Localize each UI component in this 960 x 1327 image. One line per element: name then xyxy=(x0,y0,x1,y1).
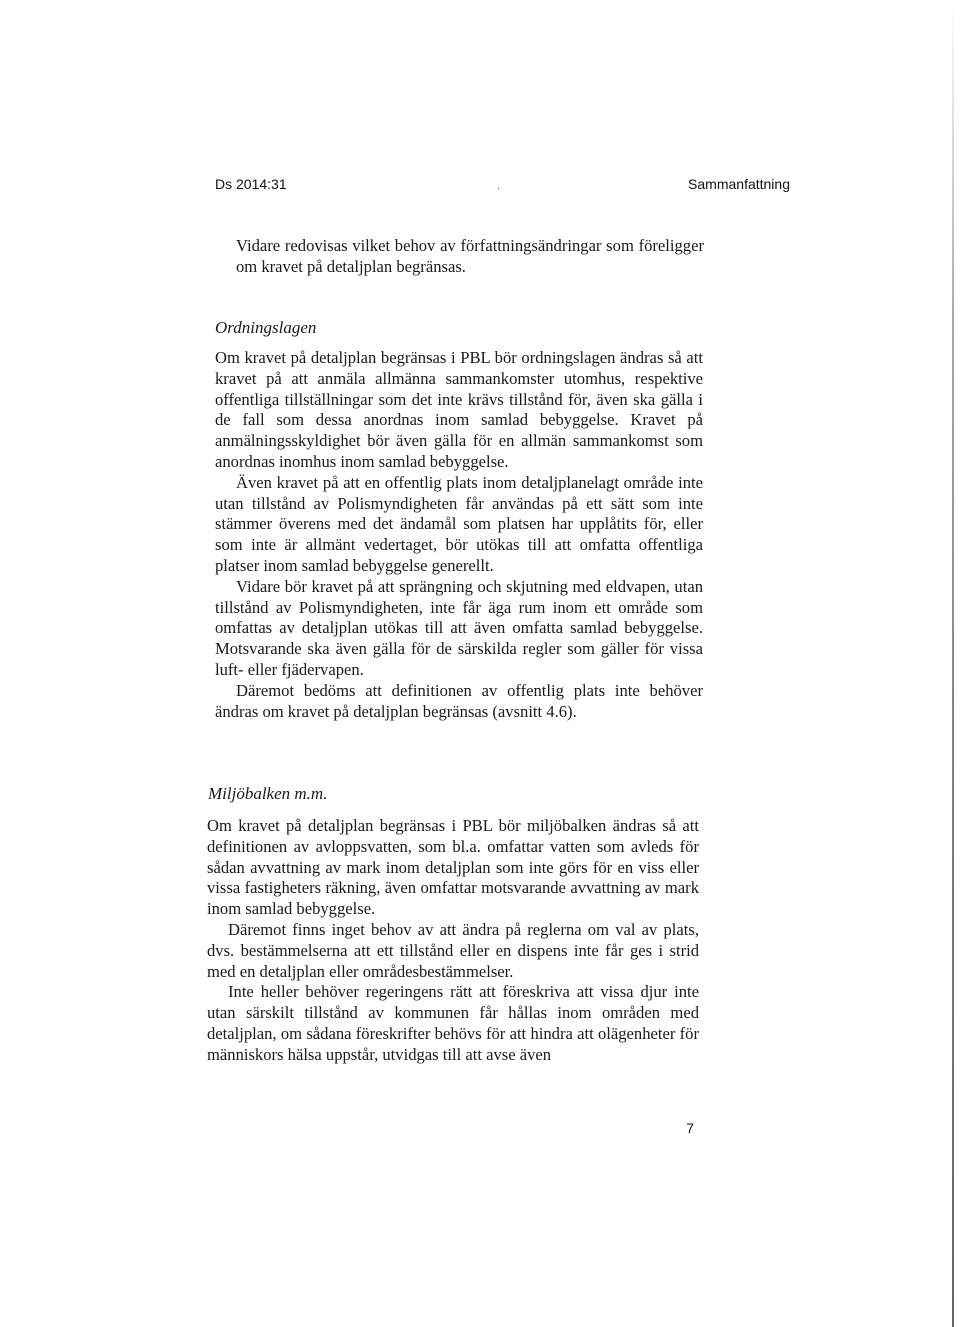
paragraph: Däremot bedöms att definitionen av offentlig plats inte behöver ändras om kravet på detaljplan begränsas (avsnitt 4.6). xyxy=(215,680,703,721)
paragraph: Om kravet på detaljplan begränsas i PBL bör miljöbalken ändras så att definitionen av avloppsvatten, som bl.a. omfattar vatten som avleds för sådan avvattning av mark inom detaljplan som inte görs för en viss eller vissa fastigheters räkning, även omfattar motsvarande avvattning av mark inom samlad bebyggelse. xyxy=(207,816,699,919)
section-heading-ordningslagen: Ordningslagen xyxy=(215,318,317,337)
paragraph: Om kravet på detaljplan begränsas i PBL bör ordningslagen ändras så att kravet på att anmäla allmänna sammankomster utomhus, respektive offentliga tillställningar som det inte krävs tillstånd för, även ska gälla i de fall som dessa anordnas inom samlad bebyggelse. Kravet på anmälningsskyldighet bör även gälla för en allmän sammankomst som anordnas inomhus inom samlad bebyggelse. xyxy=(215,348,703,471)
page-number: 7 xyxy=(686,1120,694,1136)
paragraph: Vidare bör kravet på att sprängning och skjutning med eldvapen, utan tillstånd av Polismyndigheten, inte får äga rum inom ett område som omfattas av detaljplan utökas till att även omfatta samlad bebyggelse. Motsvarande ska även gälla för de särskilda regler som gäller för vissa luft- eller fjädervapen. xyxy=(215,576,703,679)
document-id: Ds 2014:31 xyxy=(215,176,287,192)
paragraph: Inte heller behöver regeringens rätt att föreskriva att vissa djur inte utan särskilt tillstånd av kommunen får hållas inom områden med detaljplan, om sådana föreskrifter behövs för att hindra att olägenheter för människors hälsa uppstår, utvidgas till att avse även xyxy=(207,982,699,1064)
section-miljobalken xyxy=(207,816,699,1066)
section-ordningslagen xyxy=(215,348,703,722)
intro-paragraph: Vidare redovisas vilket behov av författningsändringar som föreligger om kravet på detaljplan begränsas. xyxy=(236,236,704,276)
running-header: Sammanfattning xyxy=(688,176,790,192)
header-dot: . xyxy=(497,178,501,192)
section-heading-miljobalken: Miljöbalken m.m. xyxy=(208,784,328,803)
paragraph: Däremot finns inget behov av att ändra på reglerna om val av plats, dvs. bestämmelserna att ett tillstånd eller en dispens inte får ges i strid med en detaljplan eller områdesbestämmelser. xyxy=(207,919,699,981)
intro-block xyxy=(236,236,704,277)
scan-edge-shadow xyxy=(952,0,954,1327)
paragraph: Även kravet på att en offentlig plats inom detaljplanelagt område inte utan tillstånd av Polismyndigheten får användas på ett sätt som inte stämmer överens med det ändamål som platsen har upplåtits för, eller som inte är allmänt vedertaget, bör utökas till att omfatta offentliga platser inom samlad bebyggelse generellt. xyxy=(215,472,703,575)
